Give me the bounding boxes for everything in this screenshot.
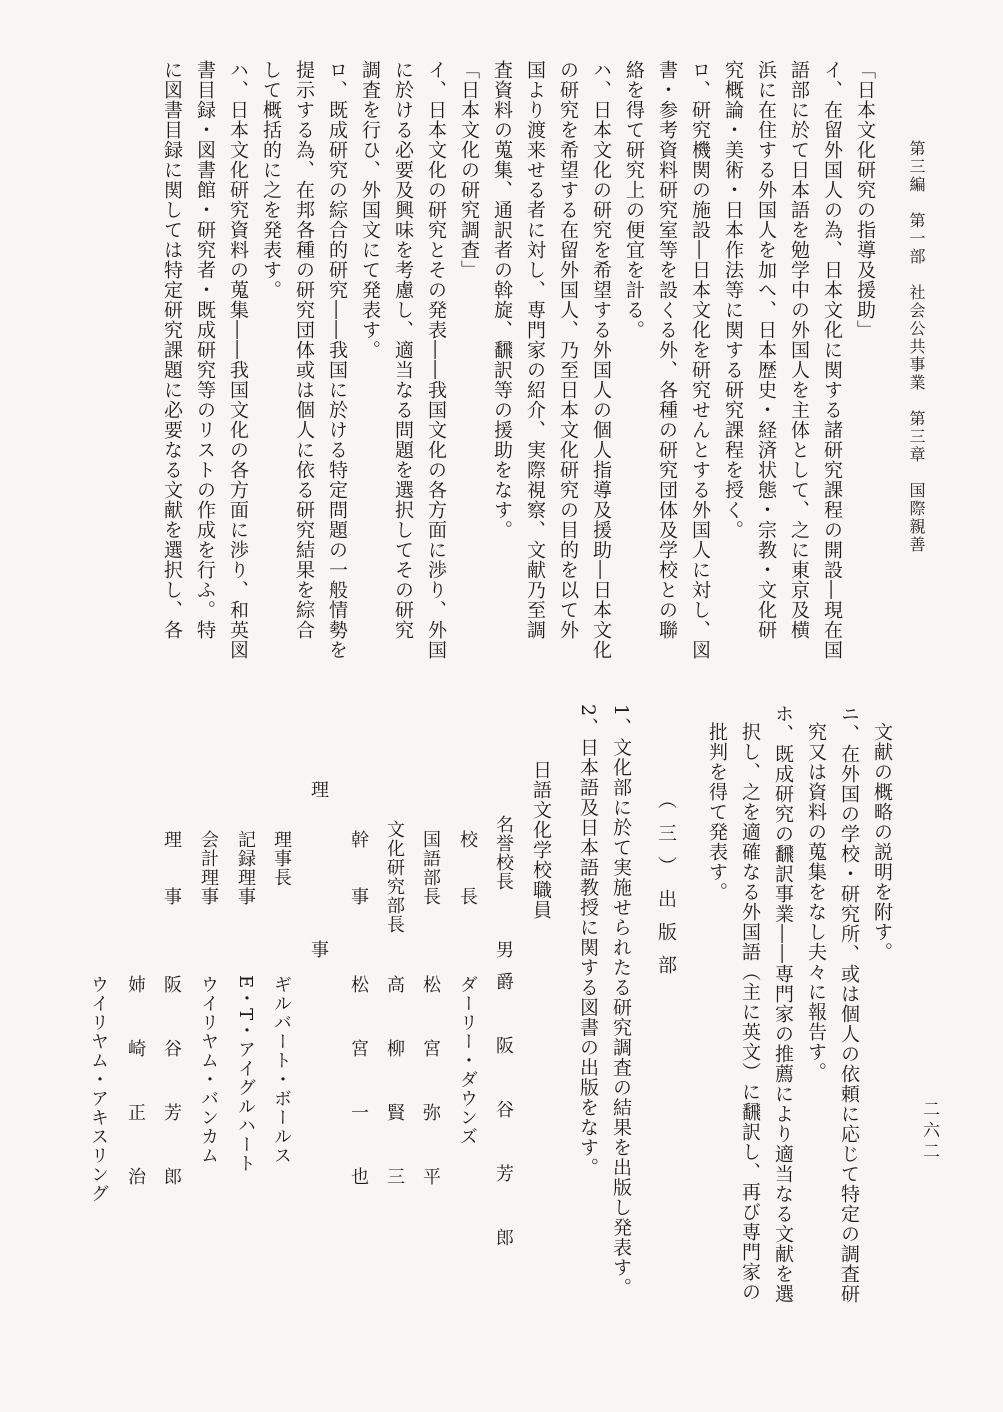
board-role-3: 会計理事 [198, 830, 219, 906]
board-name-1: ギルバート・ボールス [271, 975, 292, 1165]
staff-role-1: 名誉校長 [493, 815, 514, 891]
publication-item-2: 2、日本語及日本語教授に関する図書の出版をなす。 [577, 704, 599, 1178]
upper-line-16: 調査を行ひ、外国文にて発表す。 [359, 60, 381, 360]
board-role-2: 記録理事 [235, 830, 256, 906]
board-name-6: ウイリヤム・アキスリング [88, 975, 109, 1203]
staff-name-3: 松 宮 弥 平 [420, 975, 441, 1199]
upper-line-1: 「日本文化研究の指導及援助」 [854, 60, 876, 340]
board-name-5: 姉 崎 正 治 [125, 975, 146, 1199]
upper-line-17: ロ、既成研究の綜合的研究――我国に於ける特定問題の一般情勢を [326, 60, 348, 660]
page-number: 二六二 [919, 1100, 939, 1163]
staff-name-2: ダーリー・ダウンズ [457, 975, 478, 1146]
upper-line-10: の研究を希望する在留外国人、乃至日本文化研究の目的を以て外 [557, 60, 579, 640]
staff-role-5: 幹 事 [348, 830, 369, 906]
upper-line-2: イ、在留外国人の為、日本文化に関する諸研究課程の開設―現在国 [821, 60, 843, 660]
staff-role-4: 文化研究部長 [384, 820, 405, 934]
publication-item-1: 1、文化部に於て実施せられたる研究調査の結果を出版し発表す。 [610, 704, 632, 1298]
lower-line-1: 文献の概略の説明を附す。 [871, 722, 893, 962]
board-role-1: 理事長 [271, 830, 292, 887]
upper-line-21: 書目録・図書館・研究者・既成研究等のリストの作成を行ふ。特 [194, 60, 216, 640]
section-heading-publishing: （三）出版部 [655, 790, 677, 988]
upper-line-18: 提示する為、在邦各種の研究団体或は個人に依る研究結果を綜合 [293, 60, 315, 640]
lower-line-6: 批判を得て発表す。 [706, 722, 728, 902]
upper-line-8: 絡を得て研究上の便宜を計る。 [623, 60, 645, 340]
board-role-4: 理 事 [161, 830, 182, 906]
upper-line-19: して概括的に之を発表す。 [260, 60, 282, 300]
upper-line-22: に図書目録に関しては特定研究課題に必要なる文献を選択し、各 [161, 60, 183, 640]
staff-name-5: 松 宮 一 也 [348, 975, 369, 1199]
upper-line-15: に於ける必要及興味を考慮し、適当なる問題を選択してその研究 [392, 60, 414, 640]
staff-name-4: 高 柳 賢 三 [384, 975, 405, 1199]
upper-line-6: ロ、研究機関の施設―日本文化を研究せんとする外国人に対し、図 [689, 60, 711, 660]
upper-line-9: ハ、日本文化の研究を希望する外国人の個人指導及援助―日本文化 [590, 60, 612, 660]
staff-name-1: 男爵 阪 谷 芳 郎 [493, 940, 514, 1260]
lower-line-2: ニ、在外国の学校・研究所、或は個人の依頼に応じて特定の調査研 [838, 704, 860, 1304]
board-name-2: E・T・アイグルハート [235, 975, 256, 1174]
board-name-4: 阪 谷 芳 郎 [161, 975, 182, 1199]
staff-title: 日語文化学校職員 [530, 760, 552, 920]
upper-line-3: 語部に於て日本語を勉学中の外国人を主体として、之に東京及横 [788, 60, 810, 640]
lower-line-4: ホ、既成研究の飜訳事業――専門家の推薦により適当なる文献を選 [772, 704, 794, 1304]
board-label: 理 事 [308, 780, 329, 972]
staff-role-3: 国語部長 [420, 830, 441, 906]
upper-line-12: 査資料の蒐集、通訳者の斡旋、飜訳等の援助をなす。 [491, 60, 513, 540]
upper-line-7: 書・参考資料研究室等を設くる外、各種の研究団体及学校との聯 [656, 60, 678, 640]
upper-line-13: 「日本文化の研究調査」 [458, 60, 480, 280]
staff-role-2: 校 長 [457, 830, 478, 906]
board-name-3: ウイリヤム・バンカム [198, 975, 219, 1165]
upper-line-11: 国より渡来せる者に対し、専門家の紹介、実際視察、文献乃至調 [524, 60, 546, 640]
upper-line-14: イ、日本文化の研究とその発表――我国文化の各方面に渉り、外国 [425, 60, 447, 660]
running-head: 第三編 第一部 社会公共事業 第三章 国際親善 [907, 140, 926, 554]
lower-line-3: 究又は資料の蒐集をなし夫々に報告す。 [805, 722, 827, 1082]
upper-line-5: 究概論・美術・日本作法等に関する研究課程を授く。 [722, 60, 744, 540]
upper-line-4: 浜に在住する外国人を加へ、日本歴史・経済状態・宗教・文化研 [755, 60, 777, 640]
lower-line-5: 択し、之を適確なる外国語（主に英文）に飜訳し、再び専門家の [739, 722, 761, 1302]
upper-line-20: ハ、日本文化研究資料の蒐集――我国文化の各方面に渉り、和英図 [227, 60, 249, 660]
